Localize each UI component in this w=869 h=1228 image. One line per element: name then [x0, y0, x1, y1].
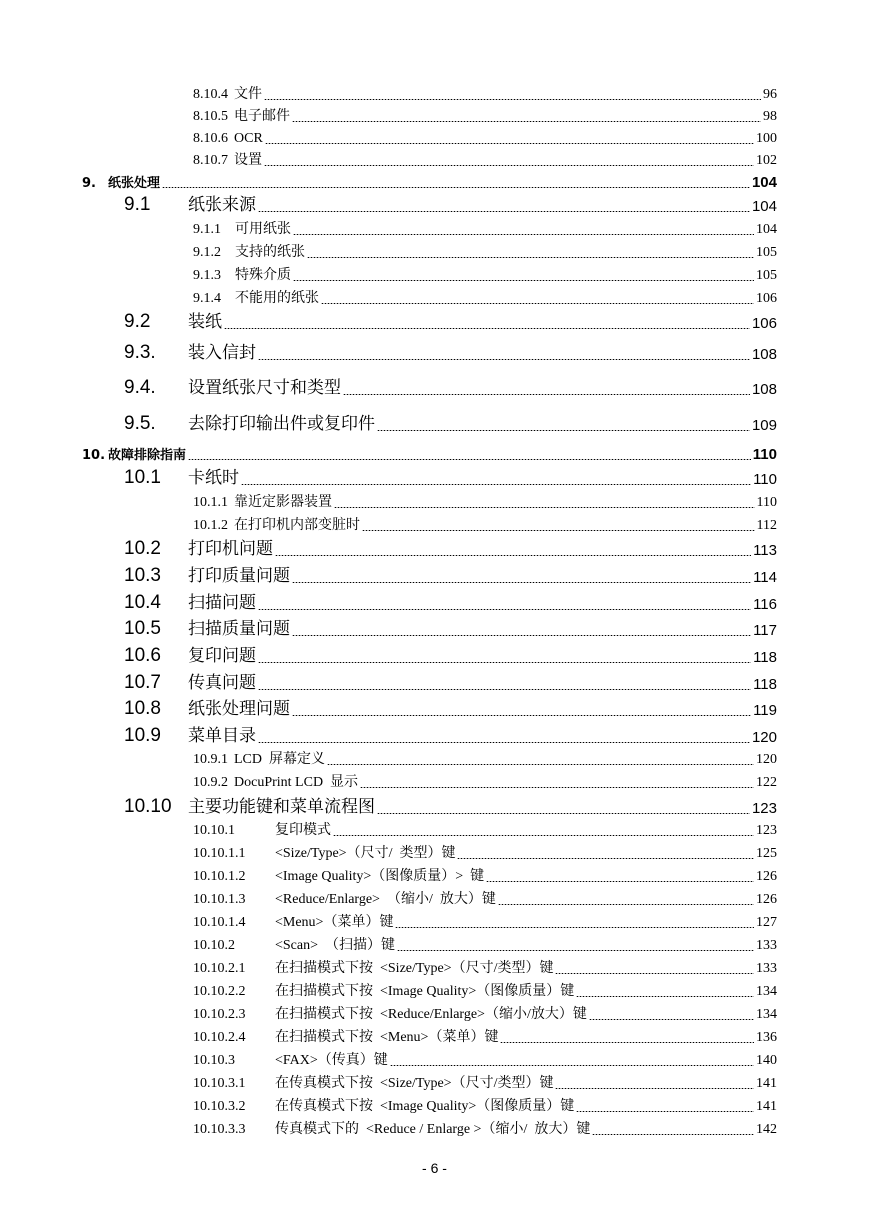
toc-entry[interactable]: [124, 566, 777, 585]
toc-entry[interactable]: [193, 962, 777, 976]
toc-entry-title: 支持的纸张: [235, 245, 305, 260]
toc-entry-page: 110: [756, 495, 777, 510]
toc-entry-number: 9.1.1: [193, 222, 221, 237]
toc-entry-number: 10.10.3.2: [193, 1099, 246, 1114]
dot-leader: [188, 459, 751, 460]
dot-leader: [395, 927, 754, 928]
toc-entry-title: 纸张来源: [188, 195, 256, 215]
dot-leader: [457, 858, 754, 859]
page-number: - 6 -: [422, 1160, 447, 1176]
toc-entry-title: 在扫描模式下按 <Size/Type>（尺寸/类型）键: [275, 961, 554, 976]
toc-entry-title: 装纸: [188, 312, 222, 332]
toc-entry-title: <Reduce/Enlarge> （缩小/ 放大）键: [275, 892, 496, 907]
dot-leader: [258, 689, 751, 690]
toc-entry-page: 110: [753, 471, 777, 488]
toc-entry[interactable]: [193, 776, 777, 790]
toc-entry-title: <FAX>（传真）键: [275, 1053, 388, 1068]
toc-entry-page: 104: [751, 174, 777, 191]
toc-entry-title: 传真模式下的 <Reduce / Enlarge >（缩小/ 放大）键: [275, 1122, 591, 1137]
toc-entry-title: 在扫描模式下按 <Reduce/Enlarge>（缩小/放大）键: [275, 1007, 587, 1022]
toc-entry-page: 118: [753, 649, 777, 666]
toc-entry-number: 10.10.2.4: [193, 1030, 246, 1045]
toc-entry-title: 不能用的纸张: [235, 291, 319, 306]
toc-entry-number: 10.10.2.3: [193, 1007, 246, 1022]
toc-entry-title: 设置: [234, 153, 262, 168]
toc-entry-number: 8.10.7: [193, 153, 228, 168]
toc-entry-number: 10.9.2: [193, 775, 228, 790]
toc-entry-number: 10.10.3.3: [193, 1122, 246, 1137]
toc-entry[interactable]: [193, 88, 777, 102]
toc-entry-number: 10.10.1.4: [193, 915, 246, 930]
toc-entry[interactable]: [193, 893, 777, 907]
dot-leader: [292, 635, 751, 636]
toc-entry-title: 卡纸时: [188, 468, 239, 488]
toc-entry-number: 8.10.4: [193, 87, 228, 102]
dot-leader: [333, 835, 754, 836]
toc-entry-title: 电子邮件: [234, 109, 290, 124]
toc-entry[interactable]: [193, 496, 777, 510]
toc-entry-number: 10.6: [124, 645, 161, 666]
toc-entry-page: 106: [756, 291, 777, 306]
toc-entry-page: 140: [756, 1053, 777, 1068]
toc-entry-title: 菜单目录: [188, 726, 256, 746]
toc-entry-title: 打印机问题: [188, 539, 273, 559]
dot-leader: [576, 996, 754, 997]
toc-entry[interactable]: [124, 673, 777, 692]
dot-leader: [258, 359, 750, 360]
toc-entry-title: 在扫描模式下按 <Image Quality>（图像质量）键: [275, 984, 575, 999]
dot-leader: [327, 764, 754, 765]
toc-entry[interactable]: [193, 1100, 777, 1114]
toc-entry[interactable]: [193, 1077, 777, 1091]
toc-entry[interactable]: [124, 343, 777, 362]
toc-entry-page: 96: [763, 87, 777, 102]
toc-entry-page: 113: [753, 542, 777, 559]
dot-leader: [292, 121, 761, 122]
toc-entry-page: 118: [753, 676, 777, 693]
toc-entry-title: 主要功能键和菜单流程图: [188, 797, 375, 817]
toc-entry-title: 传真问题: [188, 673, 256, 693]
toc-entry-page: 133: [756, 961, 777, 976]
toc-entry-title: 扫描质量问题: [188, 619, 290, 639]
toc-entry[interactable]: [124, 699, 777, 718]
toc-entry[interactable]: [193, 292, 777, 306]
dot-leader: [592, 1134, 754, 1135]
toc-entry-number: 10.10.3: [193, 1053, 235, 1068]
dot-leader: [343, 394, 750, 395]
toc-entry-page: 104: [756, 222, 777, 237]
toc-entry-number: 9.1.2: [193, 245, 221, 260]
dot-leader: [258, 609, 751, 610]
toc-entry-number: 10.10.1: [193, 823, 235, 838]
toc-entry-number: 10.4: [124, 592, 161, 613]
toc-entry-page: 142: [756, 1122, 777, 1137]
toc-entry[interactable]: [193, 154, 777, 168]
toc-entry-title: 复印模式: [275, 823, 331, 838]
dot-leader: [293, 234, 754, 235]
toc-entry-title: 在传真模式下按 <Size/Type>（尺寸/类型）键: [275, 1076, 554, 1091]
toc-entry-title: 装入信封: [188, 343, 256, 363]
toc-entry[interactable]: [193, 870, 777, 884]
toc-entry-title: <Scan> （扫描）键: [275, 938, 396, 953]
toc-entry-page: 126: [756, 892, 777, 907]
toc-entry-title: 在传真模式下按 <Image Quality>（图像质量）键: [275, 1099, 575, 1114]
toc-entry-title: 靠近定影器装置: [234, 495, 332, 510]
toc-entry[interactable]: [124, 593, 777, 612]
toc-entry-number: 10.9.1: [193, 752, 228, 767]
toc-entry[interactable]: [193, 1054, 777, 1068]
dot-leader: [362, 530, 755, 531]
toc-entry-number: 8.10.6: [193, 131, 228, 146]
toc-entry-page: 100: [756, 131, 777, 146]
toc-entry-number: 10.9: [124, 725, 161, 746]
toc-entry-page: 102: [756, 153, 777, 168]
toc-entry-title: <Size/Type>（尺寸/ 类型）键: [275, 846, 456, 861]
dot-leader: [555, 1088, 754, 1089]
dot-leader: [224, 328, 750, 329]
toc-entry-number: 10.5: [124, 618, 161, 639]
toc-entry-page: 119: [753, 702, 777, 719]
toc-entry[interactable]: [193, 1031, 777, 1045]
toc-entry[interactable]: [82, 175, 777, 190]
toc-entry-page: 136: [756, 1030, 777, 1045]
toc-entry[interactable]: [124, 646, 777, 665]
toc-entry-number: 9.5.: [124, 413, 156, 434]
toc-entry[interactable]: [124, 414, 777, 433]
toc-entry-page: 120: [756, 752, 777, 767]
dot-leader: [293, 280, 754, 281]
toc-entry-title: LCD 屏幕定义: [234, 752, 325, 767]
toc-entry-title: 复印问题: [188, 646, 256, 666]
toc-entry-page: 98: [763, 109, 777, 124]
toc-entry[interactable]: [124, 619, 777, 638]
toc-entry[interactable]: [193, 132, 777, 146]
toc-entry-page: 108: [751, 381, 777, 398]
toc-entry-number: 9.2: [124, 311, 151, 332]
toc-entry-number: 10.1.2: [193, 518, 228, 533]
toc-entry[interactable]: [82, 447, 777, 462]
toc-entry[interactable]: [124, 312, 777, 331]
toc-entry-page: 123: [751, 800, 777, 817]
toc-entry-page: 122: [756, 775, 777, 790]
dot-leader: [307, 257, 754, 258]
dot-leader: [264, 99, 761, 100]
dot-leader: [258, 211, 750, 212]
toc-entry-number: 9.3.: [124, 342, 156, 363]
toc-entry-title: 纸张处理: [108, 176, 161, 191]
toc-entry-page: 127: [756, 915, 777, 930]
toc-entry-number: 10.10.3.1: [193, 1076, 246, 1091]
toc-entry[interactable]: [193, 753, 777, 767]
toc-entry-number: 9.1: [124, 194, 151, 215]
dot-leader: [397, 950, 754, 951]
toc-entry-number: 10.10.2: [193, 938, 235, 953]
toc-entry[interactable]: [193, 1008, 777, 1022]
toc-entry-page: 125: [756, 846, 777, 861]
toc-entry-number: 9.4.: [124, 377, 156, 398]
toc-entry-number: 10.10.2.1: [193, 961, 246, 976]
toc-entry-number: 10.1: [124, 467, 161, 488]
toc-entry-number: 9.1.4: [193, 291, 221, 306]
toc-entry-page: 117: [753, 622, 777, 639]
dot-leader: [377, 430, 750, 431]
toc-entry-title: 故障排除指南: [108, 448, 187, 463]
toc-entry-title: 在扫描模式下按 <Menu>（菜单）键: [275, 1030, 499, 1045]
dot-leader: [162, 187, 750, 188]
toc-entry[interactable]: [193, 916, 777, 930]
toc-entry-number: 10.2: [124, 538, 161, 559]
toc-entry-number: 10.10.2.2: [193, 984, 246, 999]
toc-entry[interactable]: [193, 269, 777, 283]
toc-entry[interactable]: [124, 468, 777, 487]
toc-entry[interactable]: [193, 985, 777, 999]
toc-entry-number: 10.8: [124, 698, 161, 719]
toc-entry-number: 10.: [82, 448, 106, 463]
toc-entry[interactable]: [193, 246, 777, 260]
toc-entry-number: 10.10.1.3: [193, 892, 246, 907]
dot-leader: [498, 904, 754, 905]
toc-entry[interactable]: [193, 223, 777, 237]
toc-entry-title: 扫描问题: [188, 593, 256, 613]
toc-entry-number: 10.10: [124, 796, 172, 817]
toc-entry-number: 9.1.3: [193, 268, 221, 283]
toc-entry-page: 108: [751, 346, 777, 363]
toc-entry[interactable]: [193, 110, 777, 124]
toc-entry-number: 10.7: [124, 672, 161, 693]
toc-entry[interactable]: [124, 797, 777, 816]
toc-entry-page: 134: [756, 1007, 777, 1022]
toc-entry[interactable]: [193, 1123, 777, 1137]
toc-entry-number: 9.: [82, 176, 96, 191]
toc-entry-page: 116: [753, 596, 777, 613]
toc-entry-title: <Menu>（菜单）键: [275, 915, 394, 930]
toc-entry[interactable]: [193, 847, 777, 861]
dot-leader: [486, 881, 754, 882]
toc-entry-number: 10.3: [124, 565, 161, 586]
toc-entry[interactable]: [124, 378, 777, 397]
toc-entry-page: 141: [756, 1099, 777, 1114]
dot-leader: [275, 555, 751, 556]
toc-entry-title: 在打印机内部变脏时: [234, 518, 360, 533]
toc-entry-page: 141: [756, 1076, 777, 1091]
toc-entry-page: 106: [751, 315, 777, 332]
toc-entry-page: 104: [751, 198, 777, 215]
dot-leader: [576, 1111, 754, 1112]
dot-leader: [377, 813, 750, 814]
dot-leader: [292, 715, 751, 716]
dot-leader: [241, 484, 751, 485]
toc-entry[interactable]: [193, 519, 777, 533]
toc-entry-page: 109: [751, 417, 777, 434]
toc-entry-page: 133: [756, 938, 777, 953]
toc-entry-page: 105: [756, 268, 777, 283]
dot-leader: [390, 1065, 754, 1066]
toc-entry-page: 126: [756, 869, 777, 884]
toc-entry-title: <Image Quality>（图像质量）> 键: [275, 869, 485, 884]
dot-leader: [292, 582, 751, 583]
dot-leader: [500, 1042, 754, 1043]
dot-leader: [258, 742, 750, 743]
dot-leader: [321, 303, 754, 304]
toc-entry-title: 特殊介质: [235, 268, 291, 283]
dot-leader: [334, 507, 755, 508]
toc-entry[interactable]: [124, 195, 777, 214]
toc-entry-number: 10.10.1.1: [193, 846, 246, 861]
toc-entry-page: 134: [756, 984, 777, 999]
dot-leader: [264, 165, 754, 166]
dot-leader: [360, 787, 754, 788]
toc-entry-page: 110: [752, 446, 777, 463]
toc-entry-title: 去除打印输出件或复印件: [188, 414, 375, 434]
toc-entry[interactable]: [193, 939, 777, 953]
toc-entry-number: 10.1.1: [193, 495, 228, 510]
toc-entry-page: 114: [753, 569, 777, 586]
dot-leader: [555, 973, 754, 974]
toc-entry-title: 文件: [234, 87, 262, 102]
toc-entry-title: 纸张处理问题: [188, 699, 290, 719]
toc-entry-number: 10.10.1.2: [193, 869, 246, 884]
toc-entry-page: 112: [756, 518, 777, 533]
toc-entry-page: 123: [756, 823, 777, 838]
toc-entry-title: 打印质量问题: [188, 566, 290, 586]
toc-entry[interactable]: [124, 539, 777, 558]
toc-entry-title: 设置纸张尺寸和类型: [188, 378, 341, 398]
toc-entry-title: 可用纸张: [235, 222, 291, 237]
toc-entry-page: 105: [756, 245, 777, 260]
toc-entry[interactable]: [124, 726, 777, 745]
dot-leader: [589, 1019, 754, 1020]
dot-leader: [265, 143, 754, 144]
toc-entry-page: 120: [751, 729, 777, 746]
toc-entry-title: DocuPrint LCD 显示: [234, 775, 359, 790]
toc-entry[interactable]: [193, 824, 777, 838]
toc-entry-title: OCR: [234, 131, 263, 146]
dot-leader: [258, 662, 751, 663]
toc-entry-number: 8.10.5: [193, 109, 228, 124]
